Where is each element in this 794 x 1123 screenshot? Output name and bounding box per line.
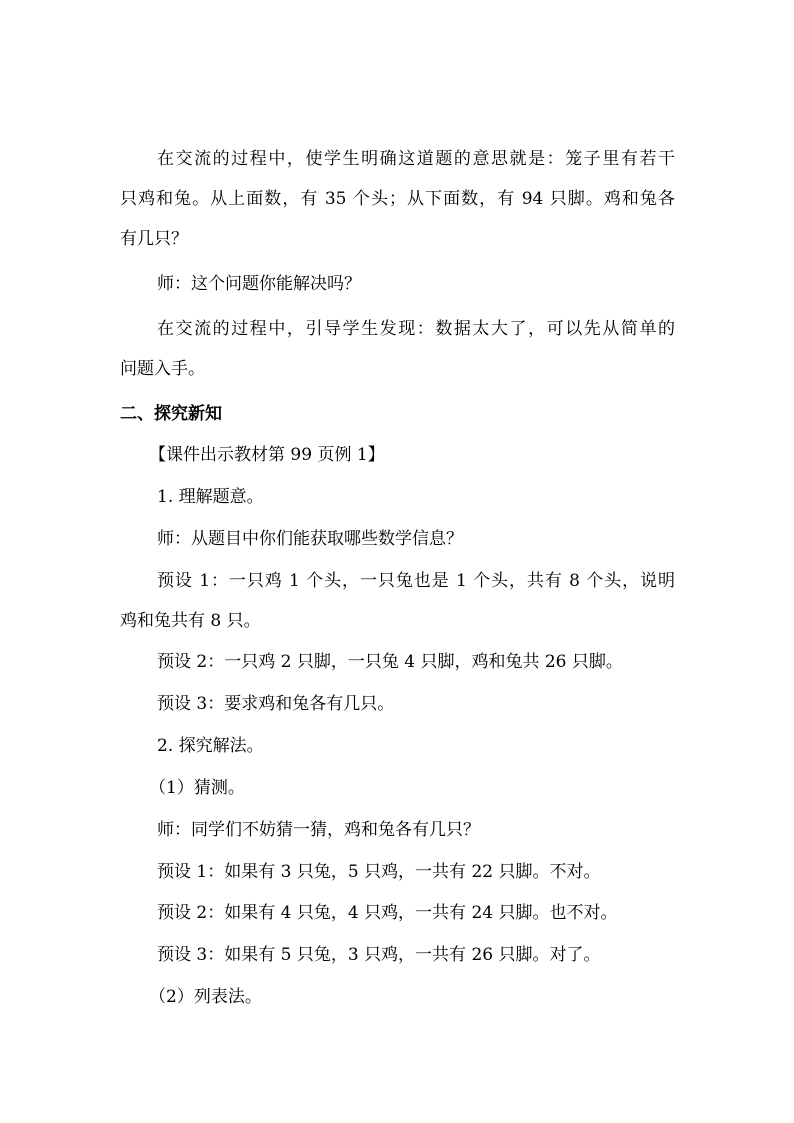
preset-1-line-2: 鸡和兔共有 8 只。 (120, 611, 261, 631)
preset-3: 预设 3：要求鸡和兔各有几只。 (157, 694, 395, 714)
teacher-question-2: 师：从题目中你们能获取哪些数学信息？ (157, 529, 463, 549)
step-2: 2. 探究解法。 (157, 736, 264, 756)
step-1: 1. 理解题意。 (157, 487, 264, 507)
sub-step-1: （1）猜测。 (149, 778, 245, 798)
preset-1-line-1: 预设 1：一只鸡 1 个头，一只兔也是 1 个头，共有 8 个头，说明 (157, 571, 675, 591)
sub-step-2: （2）列表法。 (149, 987, 262, 1007)
courseware-note: 【课件出示教材第 99 页例 1】 (149, 445, 385, 465)
paragraph-3-line-2: 问题入手。 (120, 359, 205, 379)
guess-2: 预设 2：如果有 4 只兔，4 只鸡，一共有 24 只脚。也不对。 (157, 903, 618, 923)
paragraph-1-line-3: 有几只？ (120, 229, 188, 249)
preset-2: 预设 2：一只鸡 2 只脚，一只兔 4 只脚，鸡和兔共 26 只脚。 (157, 652, 623, 672)
teacher-question-3: 师：同学们不妨猜一猜，鸡和兔各有几只？ (157, 820, 480, 840)
paragraph-3-line-1: 在交流的过程中，引导学生发现：数据太大了，可以先从简单的 (157, 319, 675, 339)
paragraph-1-line-1: 在交流的过程中，使学生明确这道题的意思就是：笼子里有若干 (157, 149, 675, 169)
guess-3: 预设 3：如果有 5 只兔，3 只鸡，一共有 26 只脚。对了。 (157, 945, 601, 965)
section-heading: 二、探究新知 (120, 404, 222, 424)
teacher-question-1: 师：这个问题你能解决吗？ (157, 274, 361, 294)
paragraph-1-line-2: 只鸡和兔。从上面数，有 35 个头；从下面数，有 94 只脚。鸡和兔各 (120, 189, 675, 209)
guess-1: 预设 1：如果有 3 只兔，5 只鸡，一共有 22 只脚。不对。 (157, 862, 601, 882)
